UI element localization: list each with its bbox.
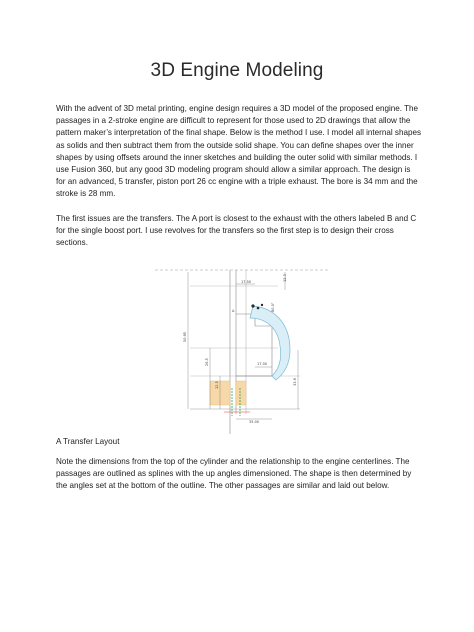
dim-left-tall: 50.95: [183, 331, 187, 342]
port-outline: [236, 314, 272, 376]
notes-paragraph: Note the dimensions from the top of the cylinder and the relationship to the engine centerlines. The passages are outlined as splines with the up angles dimensioned. The shape is then determined by the angles set at the bottom of the outline. The other passages are similar and laid out below.: [56, 457, 412, 491]
dim-right-top: 12.3: [283, 274, 287, 282]
transfers-paragraph: The first issues are the transfers. The A port is closest to the exhaust with the others labeled B and C for the single boost port. I use revolves for the transfers so the first step is to design their cross sections.: [56, 214, 417, 248]
figure-caption: A Transfer Layout: [56, 437, 120, 446]
dim-mid: 17.00: [257, 362, 268, 366]
intro-paragraph: With the advent of 3D metal printing, engine design requires a 3D model of the proposed engine. The passages in a 2-stroke engine are difficult to represent for those used to 2D drawings that allow the pattern maker’s interpretation of the final shape. Below is the method I use. I model all internal shapes as solids and then subtract them from the outside solid shape. You can define shapes over the inner shapes by using offsets around the inner sketches and building the outer solid with similar methods. I use Fusion 360, but any good 3D modeling program should allow a similar approach. The design is for an advanced, 5 transfer, piston port 26 cc engine with a triple exhaust. The bore is 34 mm and the stroke is 28 mm.: [56, 104, 422, 199]
transfer-layout-drawing: [150, 264, 330, 434]
dim-angle: 80.0°: [271, 302, 275, 312]
dim-bottom: 35.00: [249, 420, 260, 424]
dim-left-low: 12.5: [215, 381, 219, 389]
transfer-layout-figure: [150, 264, 330, 434]
port-label-a: A: [232, 309, 235, 313]
dim-right-low: 33.9: [293, 378, 297, 386]
dim-left-mid: 26.5: [205, 358, 209, 366]
page-title: 3D Engine Modeling: [150, 60, 324, 81]
transfer-passage-a: [250, 306, 290, 380]
dim-top: 17.50: [241, 280, 252, 284]
